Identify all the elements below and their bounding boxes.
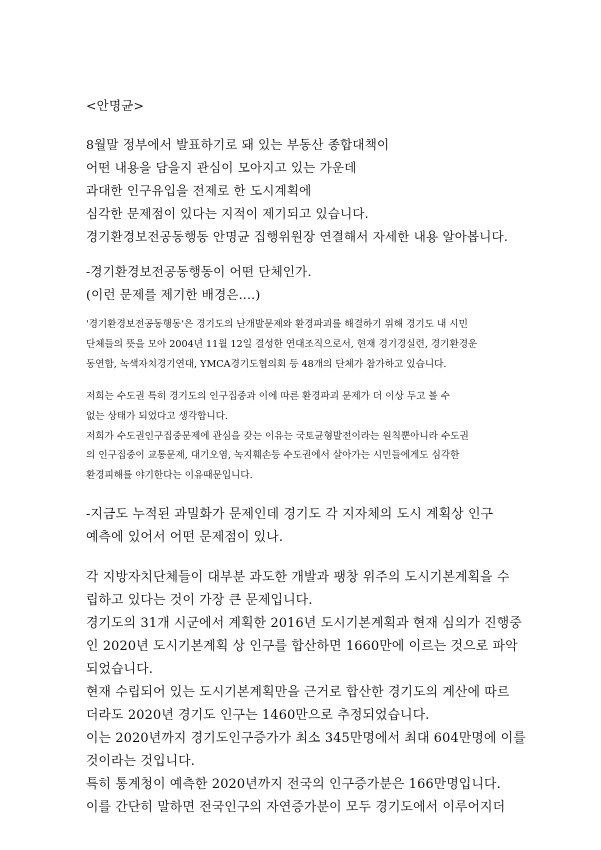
answer-line: 인 2020년 도시기본계획 상 인구를 합산하면 1660만에 이르는 것으로 파악 xyxy=(86,639,518,654)
answer-line: 특히 통계청이 예측한 2020년까지 전국의 인구증가분은 166만명입니다. xyxy=(86,777,501,792)
answer-line: 것이라는 것입니다. xyxy=(86,754,196,769)
intro-line: 경기환경보전공동행동 안명균 집행위원장 연결해서 자세한 내용 알아봅니다. xyxy=(86,229,509,244)
answer-line: 없는 상태가 되었다고 생각합니다. xyxy=(86,411,228,422)
answer-line: 되었습니다. xyxy=(86,662,154,677)
answer-line: 동연합, 녹색자치경기연대, YMCA경기도협의회 등 48개의 단체가 참가하고 있습니다. xyxy=(86,359,447,370)
answer-line: 각 지방자치단체들이 대부분 과도한 개발과 팽창 위주의 도시기본계획을 수 xyxy=(86,570,510,585)
answer-line: 환경피해를 야기한다는 이유때문입니다. xyxy=(86,470,253,481)
intro-line: 8월말 정부에서 발표하기로 돼 있는 부동산 종합대책이 xyxy=(86,137,390,152)
intro-line: 과대한 인구유입을 전제로 한 도시계획에 xyxy=(86,183,312,198)
answer-line: '경기환경보전공동행동'은 경기도의 난개발문제와 환경파괴를 해결하기 위해 경기도 내 시민 xyxy=(86,319,468,330)
question-line: -경기환경보전공동행동이 어떤 단체인가. xyxy=(86,264,312,279)
question-line: 예측에 있어서 어떤 문제점이 있나. xyxy=(86,530,284,545)
question-line: (이런 문제를 제기한 배경은....) xyxy=(86,287,261,302)
intro-line: 심각한 문제점이 있다는 지적이 제기되고 있습니다. xyxy=(86,206,369,221)
answer-line: 경기도의 31개 시군에서 계획한 2016년 도시기본계획과 현재 심의가 진행중 xyxy=(86,616,522,631)
answer-line: 이는 2020년까지 경기도인구증가가 최소 345만명에서 최대 604만명에 이를 xyxy=(86,731,526,746)
speaker-label: <안명균> xyxy=(86,98,145,113)
answer-line: 립하고 있다는 것이 가장 큰 문제입니다. xyxy=(86,593,313,608)
answer-line: 현재 수립되어 있는 도시기본계획만을 근거로 합산한 경기도의 계산에 따르 xyxy=(86,685,510,700)
answer-line: 단체들의 뜻을 모아 2004년 11월 12일 결성한 연대조직으로서, 현재 경기경실련, 경기환경운 xyxy=(86,339,478,350)
answer-line: 의 인구집중이 교통문제, 대기오염, 녹지훼손등 수도권에서 살아가는 시민들에게도 심각한 xyxy=(86,450,460,461)
intro-line: 어떤 내용을 담을지 관심이 모아지고 있는 가운데 xyxy=(86,160,357,175)
answer-line: 저희는 수도권 특히 경기도의 인구집중과 이에 따른 환경파괴 문제가 더 이상 두고 볼 수 xyxy=(86,391,451,402)
answer-line: 더라도 2020년 경기도 인구는 1460만으로 추정되었습니다. xyxy=(86,708,430,723)
answer-line: 이를 간단히 말하면 전국인구의 자연증가분이 모두 경기도에서 이루어지더 xyxy=(86,800,506,815)
question-line: -지금도 누적된 과밀화가 문제인데 경기도 각 지자체의 도시 계획상 인구 xyxy=(86,507,494,522)
answer-line: 저희가 수도권인구집중문제에 관심을 갖는 이유는 국토균형발전이라는 원칙뿐아니라 수도권 xyxy=(86,431,469,442)
